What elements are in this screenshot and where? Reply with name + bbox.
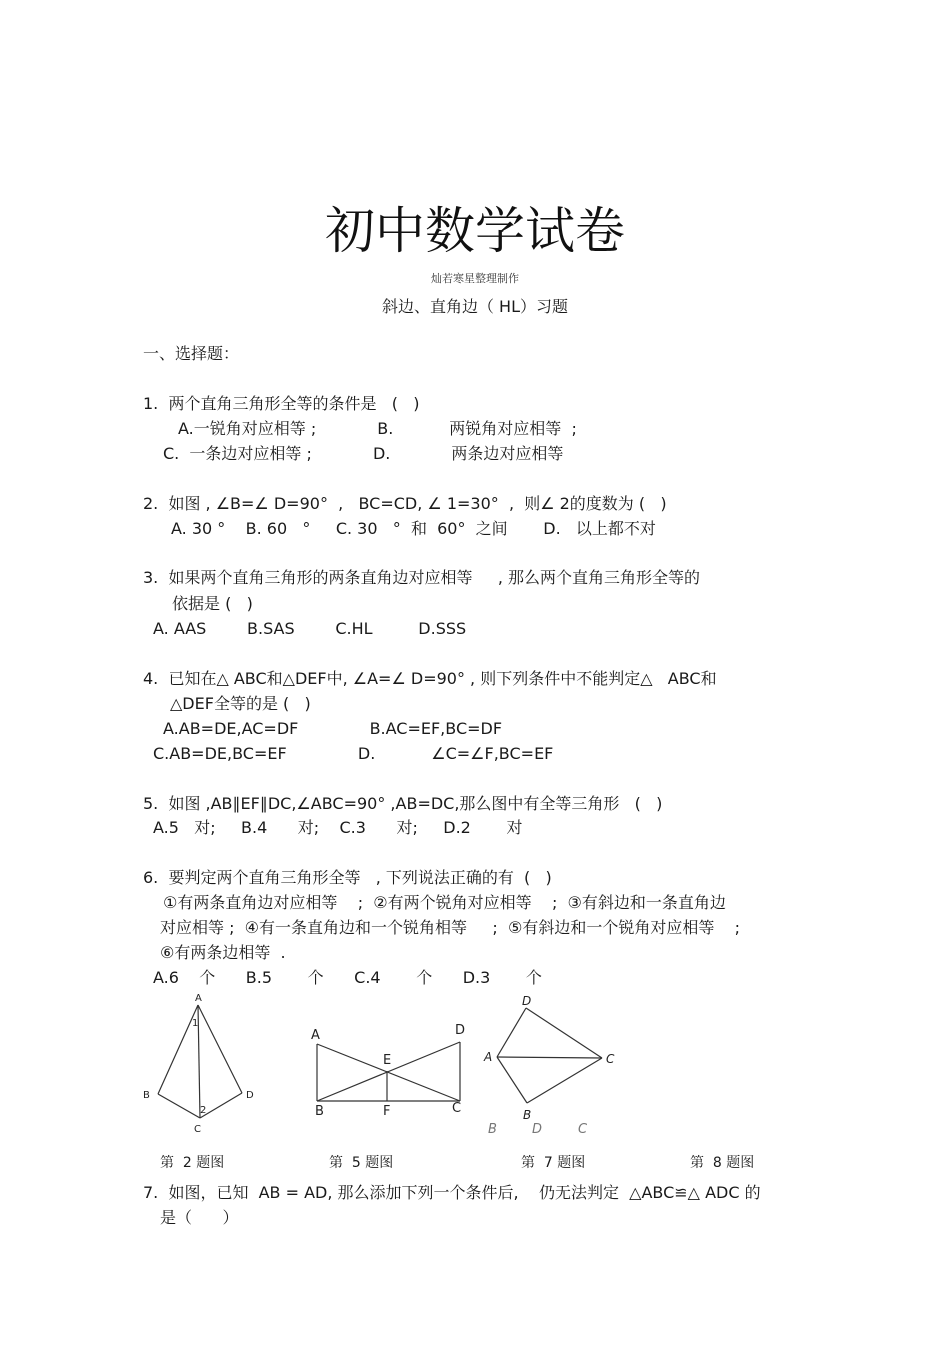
author-line: 灿若寒星整理制作 — [431, 272, 519, 285]
fig8-label-b: B — [488, 1122, 497, 1137]
fig5-label-d: D — [455, 1023, 466, 1038]
caption-fig-8: 第 8 题图 — [690, 1155, 755, 1171]
fig7-label-b: B — [523, 1108, 532, 1122]
fig2-label-c: C — [194, 1124, 201, 1135]
question-2-options: A. 30 ° B. 60 ° C. 30 ° 和 60° 之间 D. 以上都不对 — [171, 519, 656, 538]
question-2-stem: 2. 如图 , ∠B=∠ D=90° , BC=CD, ∠ 1=30° , 则∠ 2的度数为 ( ) — [143, 494, 667, 513]
fig7-label-c: C — [606, 1052, 615, 1066]
fig7-label-a: A — [484, 1050, 493, 1064]
fig8-label-c: C — [578, 1122, 588, 1137]
question-6-stem: 6. 要判定两个直角三角形全等 , 下列说法正确的有 ( ) — [143, 868, 552, 887]
question-3-stem: 3. 如果两个直角三角形的两条直角边对应相等 , 那么两个直角三角形全等的 — [143, 568, 701, 587]
caption-fig-5: 第 5 题图 — [329, 1155, 394, 1171]
question-6-line-1: ①有两条直角边对应相等 ; ②有两个锐角对应相等 ; ③有斜边和一条直角边 — [163, 893, 726, 912]
fig2-label-d: D — [246, 1090, 254, 1101]
fig2-label-b: B — [143, 1090, 150, 1101]
section-heading: 一、选择题： — [143, 344, 240, 363]
question-4-options-cd: C.AB=DE,BC=EF D. ∠C=∠F,BC=EF — [153, 744, 554, 763]
fig2-label-a: A — [195, 993, 202, 1004]
fig5-label-b: B — [315, 1104, 324, 1119]
question-7-stem-cont: 是（ ） — [160, 1208, 239, 1227]
question-3-stem-cont: 依据是 ( ) — [172, 594, 253, 613]
question-5-options: A.5 对; B.4 对; C.3 对; D.2 对 — [153, 818, 523, 837]
figure-question-2 — [140, 990, 265, 1135]
question-6-line-3: ⑥有两条边相等 . — [160, 943, 286, 962]
question-4-options-ab: A.AB=DE,AC=DF B.AC=EF,BC=DF — [163, 719, 503, 738]
caption-fig-7: 第 7 题图 — [521, 1155, 586, 1171]
fig7-label-d: D — [522, 994, 532, 1008]
question-1-options-ab: A.一锐角对应相等 ; B. 两锐角对应相等 ; — [178, 419, 577, 438]
question-7-stem: 7. 如图，已知 AB = AD, 那么添加下列一个条件后, 仍无法判定 △ABC≌△ ADC 的 — [143, 1183, 761, 1202]
question-6-line-2: 对应相等 ; ④有一条直角边和一个锐角相等 ; ⑤有斜边和一个锐角对应相等 ; — [160, 918, 741, 937]
question-1-options-cd: C. 一条边对应相等 ; D. 两条边对应相等 — [163, 444, 564, 463]
fig2-label-2: 2 — [200, 1105, 207, 1116]
fig5-label-a: A — [311, 1028, 320, 1043]
fig2-label-1: 1 — [192, 1018, 199, 1029]
fig5-label-f: F — [383, 1104, 391, 1119]
question-6-options: A.6 个 B.5 个 C.4 个 D.3 个 — [153, 968, 542, 987]
figure-question-7 — [480, 992, 620, 1122]
fig5-label-e: E — [383, 1053, 392, 1068]
fig5-label-c: C — [452, 1101, 462, 1116]
figure-question-8 — [482, 1118, 602, 1138]
topic-title: 斜边、直角边（ HL）习题 — [381, 297, 569, 316]
question-4-stem-cont: △DEF全等的是 ( ) — [170, 694, 311, 713]
figure-question-5 — [305, 1020, 475, 1120]
fig8-label-d: D — [532, 1122, 543, 1137]
question-1-stem: 1. 两个直角三角形全等的条件是 ( ) — [143, 394, 420, 413]
question-4-stem: 4. 已知在△ ABC和△DEF中, ∠A=∠ D=90° , 则下列条件中不能判定△ ABC和 — [143, 669, 717, 688]
question-3-options: A. AAS B.SAS C.HL D.SSS — [153, 619, 467, 638]
caption-fig-2: 第 2 题图 — [160, 1155, 225, 1171]
document-title: 初中数学试卷 — [325, 202, 625, 260]
question-5-stem: 5. 如图 ,AB∥EF∥DC,∠ABC=90° ,AB=DC,那么图中有全等三角形 ( ) — [143, 794, 663, 813]
